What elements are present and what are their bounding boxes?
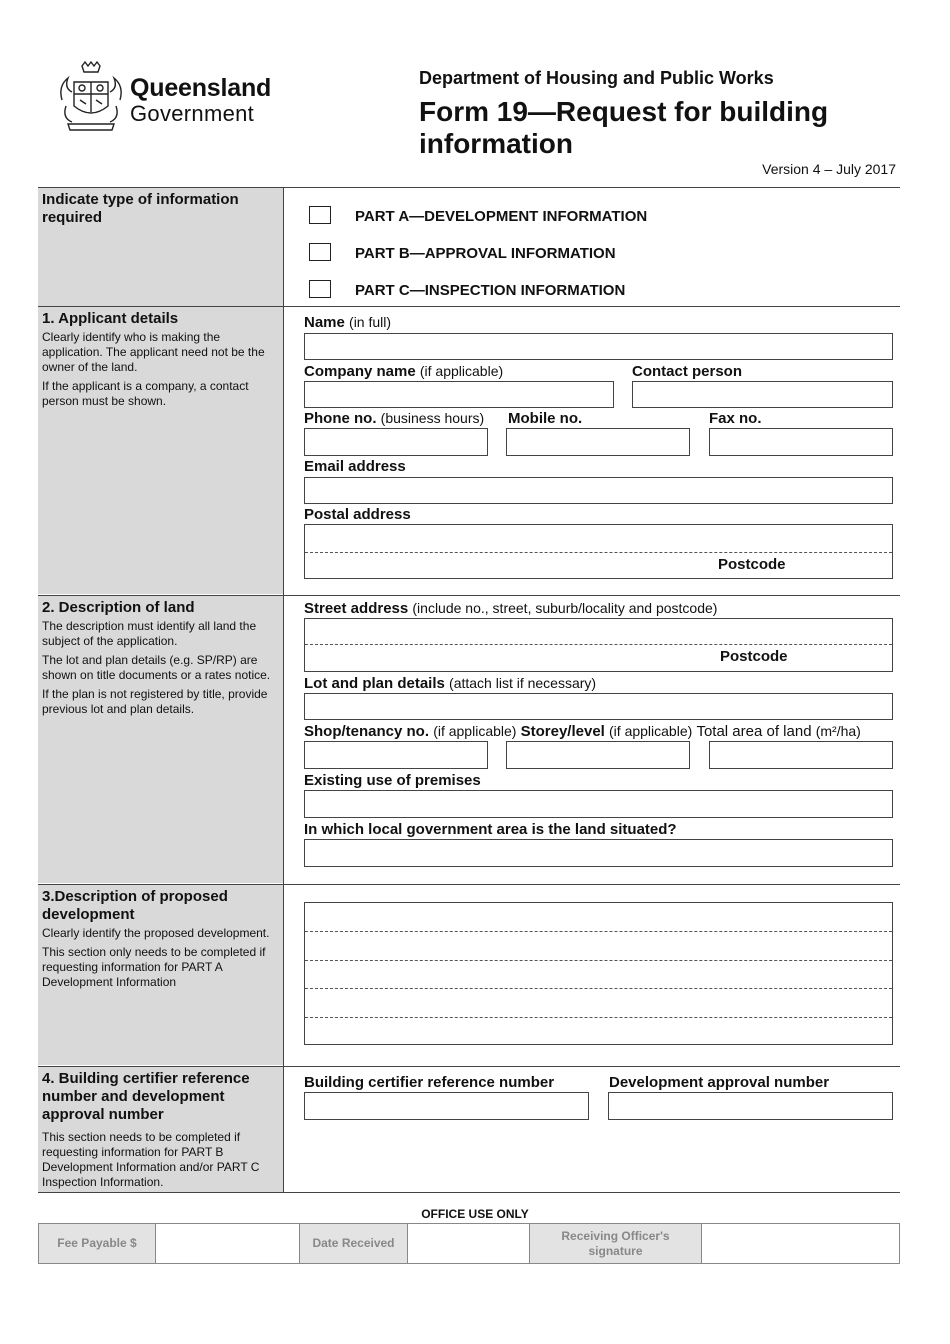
section2-heading [42,599,282,721]
section1-note: Clearly identify who is making the application. The applicant need not be the owner of the land. [42,330,265,374]
street-postcode-label: Postcode [720,648,788,665]
company-name-input[interactable] [304,381,614,408]
logo-wordmark-line2: Government [130,101,255,126]
divider [38,884,900,885]
section1-title: 1. Applicant details [42,310,179,327]
field-divider [305,960,892,961]
shop-tenancy-input[interactable] [304,741,488,769]
mobile-input[interactable] [506,428,690,456]
coat-of-arms-icon [52,60,126,134]
fax-input[interactable] [709,428,893,456]
total-area-input[interactable] [709,741,893,769]
divider [38,306,900,307]
field-divider [305,988,892,989]
section4-heading [42,1070,282,1194]
section4-note: This section needs to be completed if requesting information for PART B Development Information and/or PART C Inspection Information. [42,1130,260,1189]
phone-label: Phone no. (business hours) [304,410,485,427]
part-b-checkbox[interactable] [309,243,331,261]
company-name-label: Company name (if applicable) [304,363,504,380]
section2-note: If the plan is not registered by title, provide previous lot and plan details. [42,687,268,716]
lot-plan-input[interactable] [304,693,893,720]
logo-wordmark-line1: Queensland [130,74,272,102]
section2-note: The lot and plan details (e.g. SP/RP) are shown on title documents or a rates notice. [42,653,271,682]
postal-address-label: Postal address [304,506,411,523]
section4-title: 4. Building certifier reference number and development approval number [42,1070,250,1123]
field-divider [305,1017,892,1018]
storey-level-input[interactable] [506,741,690,769]
development-approval-input[interactable] [608,1092,893,1120]
email-label: Email address [304,458,406,475]
field-divider [305,931,892,932]
field-divider [305,552,892,553]
divider [38,1066,900,1067]
local-government-input[interactable] [304,839,893,867]
date-received-field[interactable] [408,1224,530,1263]
section3-heading [42,888,282,994]
divider [38,187,900,188]
fee-payable-field[interactable] [156,1224,300,1263]
postal-address-input[interactable] [304,524,893,579]
shop-storey-area-labels: Shop/tenancy no. (if applicable) Storey/level (if applicable) Total area of land (m²/ha) [304,723,861,740]
section3-note: This section only needs to be completed if requesting information for PART A Development Information [42,945,266,989]
receiving-officer-label: Receiving Officer's signature [530,1224,702,1263]
part-c-checkbox[interactable] [309,280,331,298]
field-divider [305,644,892,645]
section2-title: 2. Description of land [42,599,195,616]
name-input[interactable] [304,333,893,360]
type-section-title: Indicate type of information required [42,191,239,226]
lot-plan-label: Lot and plan details (attach list if necessary) [304,675,597,692]
street-address-input[interactable] [304,618,893,672]
fax-label: Fax no. [709,410,762,427]
section3-note: Clearly identify the proposed development. [42,926,270,940]
section3-title: 3.Description of proposed development [42,888,228,923]
form-title: Form 19—Request for building information [419,96,829,159]
development-approval-label: Development approval number [609,1074,830,1091]
department-name: Department of Housing and Public Works [419,68,774,88]
phone-input[interactable] [304,428,488,456]
email-input[interactable] [304,477,893,504]
section1-heading [42,310,282,413]
receiving-officer-signature-field[interactable] [702,1224,899,1263]
part-a-checkbox[interactable] [309,206,331,224]
mobile-label: Mobile no. [508,410,583,427]
contact-person-label: Contact person [632,363,743,380]
section2-note: The description must identify all land the subject of the application. [42,619,257,648]
form-version: Version 4 – July 2017 [762,161,896,177]
divider [38,595,900,596]
section1-note: If the applicant is a company, a contact person must be shown. [42,379,249,408]
existing-use-input[interactable] [304,790,893,818]
contact-person-input[interactable] [632,381,893,408]
certifier-reference-input[interactable] [304,1092,589,1120]
office-use-table [38,1223,900,1264]
name-label: Name (in full) [304,314,392,331]
part-c-label: PART C—INSPECTION INFORMATION [355,282,626,299]
part-b-label: PART B—APPROVAL INFORMATION [355,245,616,262]
office-use-title: OFFICE USE ONLY [421,1207,529,1221]
certifier-reference-label: Building certifier reference number [304,1074,555,1091]
postal-postcode-label: Postcode [718,556,786,573]
local-government-label: In which local government area is the land situated? [304,821,677,838]
street-address-label: Street address (include no., street, suburb/locality and postcode) [304,600,718,617]
fee-payable-label: Fee Payable $ [39,1224,156,1263]
column-divider [283,187,284,1193]
date-received-label: Date Received [300,1224,408,1263]
existing-use-label: Existing use of premises [304,772,481,789]
part-a-label: PART A—DEVELOPMENT INFORMATION [355,208,648,225]
proposed-development-input[interactable] [304,902,893,1045]
